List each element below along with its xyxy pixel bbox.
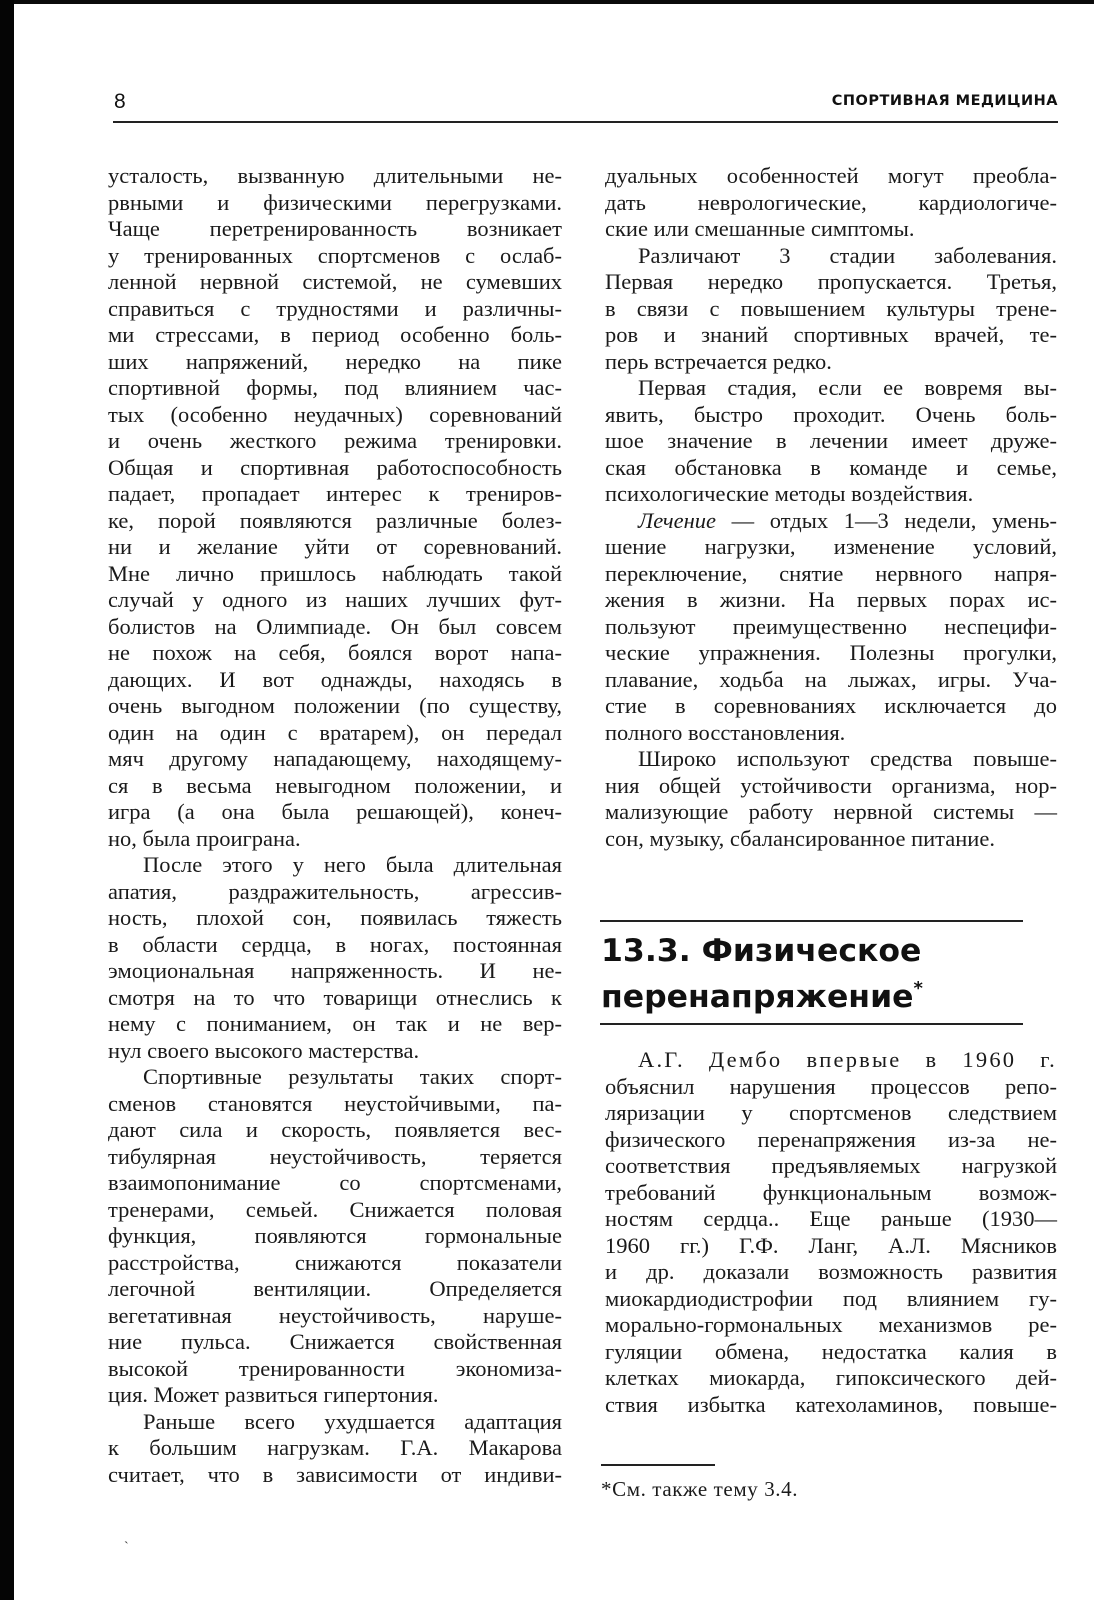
text-line: ляризации у спортсменов следствием — [605, 1100, 1057, 1125]
text-line: миокардиодистрофии под влиянием гу- — [605, 1286, 1057, 1311]
text-line: объяснил нарушения процессов репо- — [605, 1074, 1057, 1099]
text-line: После этого у него была длительная — [143, 852, 562, 877]
text-line: смотря на то что товарищи отнеслись к — [108, 985, 562, 1010]
section-rule-top — [600, 920, 1023, 922]
text-line: Первая стадия, если ее вовремя вы- — [638, 375, 1057, 400]
text-line: ствия избытка катехоламинов, повыше- — [605, 1392, 1057, 1417]
text-line: переключение, снятие нервного напря- — [605, 561, 1057, 586]
text-line: игра (а она была решающей), конеч- — [108, 799, 562, 824]
text-line: пользуют преимущественно неспецифи- — [605, 614, 1057, 639]
text-line: клетках миокарда, гипоксического дей- — [605, 1365, 1057, 1390]
text-line: требований функциональным возмож- — [605, 1180, 1057, 1205]
text-line: соответствия предъявляемых нагрузкой — [605, 1153, 1057, 1178]
treatment-text: — отдых 1—3 недели, умень- — [716, 508, 1057, 533]
text-line: шение нагрузки, изменение условий, — [605, 534, 1057, 559]
text-line: ностям сердца.. Еще раньше (1930— — [605, 1206, 1057, 1231]
text-line: Общая и спортивная работоспособность — [108, 455, 562, 480]
text-line: но, была проиграна. — [108, 826, 301, 851]
text-line: и очень жесткого режима тренировки. — [108, 428, 562, 453]
text-line: сменов становятся неустойчивыми, па- — [108, 1091, 562, 1116]
footnote: *См. также тему 3.4. — [601, 1477, 799, 1501]
text-line: ческие упражнения. Полезны прогулки, — [605, 640, 1057, 665]
footnote-rule — [601, 1464, 715, 1466]
section-title-continued — [601, 973, 923, 1021]
text-line: стие в соревнованиях исключается до — [605, 693, 1057, 718]
text-line: ния общей устойчивости организма, нор- — [605, 773, 1057, 798]
text-line: ская обстановка в команде и семье, — [605, 455, 1057, 480]
text-line: апатия, раздражительность, агрессив- — [108, 879, 562, 904]
text-line: болистов на Олимпиаде. Он был совсем — [108, 614, 562, 639]
text-line: полного восстановления. — [605, 720, 846, 745]
text-line: считает, что в зависимости от индиви- — [108, 1462, 562, 1487]
text-line: ние пульса. Снижается свойственная — [108, 1329, 562, 1354]
text-line: ших напряжений, нередко на пике — [108, 349, 562, 374]
section-rule-bottom — [600, 1023, 1023, 1025]
text-line: жения в жизни. На первых порах ис- — [605, 587, 1057, 612]
text-line: ские или смешанные симптомы. — [605, 216, 915, 241]
text-line: шое значение в лечении имеет друже- — [605, 428, 1057, 453]
scan-edge-top — [14, 0, 1094, 4]
text-line: сон, музыку, сбалансированное питание. — [605, 826, 995, 851]
text-line: у тренированных спортсменов с ослаб- — [108, 243, 562, 268]
text-line: случай у одного из наших лучших фут- — [108, 587, 562, 612]
text-line: дают сила и скорость, появляется вес- — [108, 1117, 562, 1142]
text-line: перь встречается редко. — [605, 349, 832, 374]
text-line: тых (особенно неудачных) соревнований — [108, 402, 562, 427]
text-line: нему с пониманием, он так и не вер- — [108, 1011, 562, 1036]
text-line: не похож на себя, боялся ворот напа- — [108, 640, 562, 665]
text-line: ке, порой появляются различные болез- — [108, 508, 562, 533]
text-line: нул своего высокого мастерства. — [108, 1038, 420, 1063]
text-line: явить, быстро проходит. Очень боль- — [605, 402, 1057, 427]
treatment-term: Лечение — [638, 508, 717, 533]
text-line: Спортивные результаты таких спорт- — [143, 1064, 562, 1089]
text-line: в связи с повышением культуры трене- — [605, 296, 1057, 321]
text-line: высокой тренированности экономиза- — [108, 1356, 562, 1381]
text-line: физического перенапряжения из-за не- — [605, 1127, 1057, 1152]
stray-mark: ` — [124, 1540, 129, 1555]
text-line: и др. доказали возможность развития — [605, 1259, 1057, 1284]
section-title: 13.3. Физическое — [601, 933, 922, 969]
text-line: ми стрессами, в период особенно боль- — [108, 322, 562, 347]
text-line: психологические методы воздействия. — [605, 481, 974, 506]
text-line: А.Г. Дембо впервые в 1960 г. — [638, 1047, 1057, 1072]
text-line: Широко используют средства повыше- — [638, 746, 1057, 771]
text-line: вегетативная неустойчивость, наруше- — [108, 1303, 562, 1328]
text-line: справиться с трудностями и различны- — [108, 296, 562, 321]
text-line: усталость, вызванную длительными не- — [108, 163, 562, 188]
text-line: рвными и физическими перегрузками. — [108, 190, 562, 215]
text-line: дающих. И вот однажды, находясь в — [108, 667, 562, 692]
text-line: к большим нагрузкам. Г.А. Макарова — [108, 1435, 562, 1460]
scan-edge-left — [0, 0, 14, 1600]
text-line: падает, пропадает интерес к трениров- — [108, 481, 562, 506]
treatment-line — [638, 507, 1057, 534]
text-line: ни и желание уйти от соревнований. — [108, 534, 562, 559]
section-title-text: перенапряжение — [601, 979, 914, 1015]
text-line: ров и знаний спортивных врачей, те- — [605, 322, 1057, 347]
text-line: Мне лично пришлось наблюдать такой — [108, 561, 562, 586]
text-line: легочной вентиляции. Определяется — [108, 1276, 562, 1301]
header-rule — [113, 121, 1058, 123]
page-number: 8 — [114, 90, 126, 113]
footnote-marker: * — [913, 978, 923, 999]
text-line: эмоциональная напряженность. И не- — [108, 958, 562, 983]
text-line: тибулярная неустойчивость, теряется — [108, 1144, 562, 1169]
text-line: дать неврологические, кардиологиче- — [605, 190, 1057, 215]
text-line: взаимопонимание со спортсменами, — [108, 1170, 562, 1195]
text-line: дуальных особенностей могут преобла- — [605, 163, 1057, 188]
text-line: морально-гормональных механизмов ре- — [605, 1312, 1057, 1337]
text-line: мализующие работу нервной системы — — [605, 799, 1057, 824]
text-line: функция, появляются гормональные — [108, 1223, 562, 1248]
text-line: в области сердца, в ногах, постоянная — [108, 932, 562, 957]
text-line: 1960 гг.) Г.Ф. Ланг, А.Л. Мясников — [605, 1233, 1057, 1258]
text-line: очень выгодном положении (по существу, — [108, 693, 562, 718]
text-line: расстройства, снижаются показатели — [108, 1250, 562, 1275]
text-line: ся в весьма невыгодном положении, и — [108, 773, 562, 798]
text-line: Чаще перетренированность возникает — [108, 216, 562, 241]
text-line: спортивной формы, под влиянием час- — [108, 375, 562, 400]
text-line: тренерами, семьей. Снижается половая — [108, 1197, 562, 1222]
text-line: ция. Может развиться гипертония. — [108, 1382, 439, 1407]
text-line: мяч другому нападающему, находящему- — [108, 746, 562, 771]
text-line: Раньше всего ухудшается адаптация — [143, 1409, 562, 1434]
text-line: Первая нередко пропускается. Третья, — [605, 269, 1057, 294]
text-line: плавание, ходьба на лыжах, игры. Уча- — [605, 667, 1057, 692]
text-line: один на один с вратарем), он передал — [108, 720, 562, 745]
text-line: Различают 3 стадии заболевания. — [638, 243, 1057, 268]
text-line: ленной нервной системой, не сумевших — [108, 269, 562, 294]
running-title: СПОРТИВНАЯ МЕДИЦИНА — [831, 93, 1058, 109]
text-line: ность, плохой сон, появилась тяжесть — [108, 905, 562, 930]
text-line: гуляции обмена, недостатка калия в — [605, 1339, 1057, 1364]
